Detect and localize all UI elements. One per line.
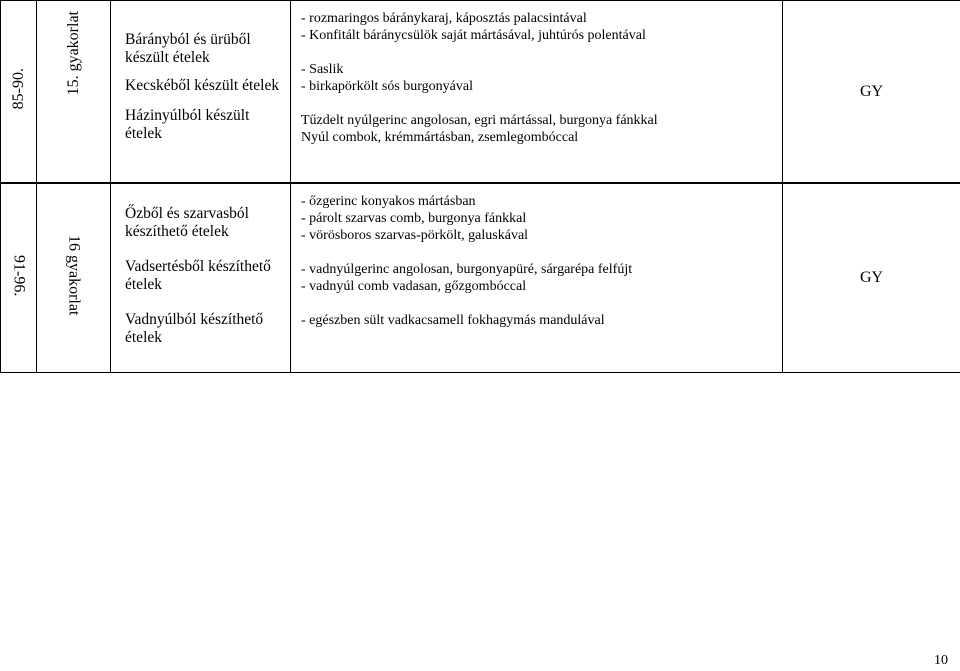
dish-item: Tűzdelt nyúlgerinc angolosan, egri mártással, burgonya fánkkal — [301, 113, 658, 128]
category-cell — [111, 1, 291, 183]
category-item: Vadnyúlból készíthető ételek — [125, 311, 264, 346]
practice-cell — [37, 1, 111, 183]
hour-range: 91-96. — [10, 254, 28, 297]
hour-range: 85-90. — [9, 68, 27, 110]
category-item: Vadsertésből készíthető ételek — [125, 258, 271, 293]
category-cell — [111, 184, 291, 373]
category-item: Házinyúlból készült ételek — [125, 107, 250, 142]
category-item: Bárányból és ürüből készült ételek — [125, 31, 251, 66]
hour-range-cell — [1, 184, 37, 373]
dish-item: - párolt szarvas comb, burgonya fánkkal — [301, 211, 527, 226]
dish-item: - őzgerinc konyakos mártásban — [301, 194, 476, 209]
dish-item: - birkapörkölt sós burgonyával — [301, 79, 473, 94]
dish-item: - egészben sült vadkacsamell fokhagymás mandulával — [301, 313, 605, 328]
practice-label: 16 gyakorlat — [65, 235, 83, 316]
mode-label: GY — [859, 269, 884, 286]
page-number: 10 — [934, 653, 948, 668]
dish-item: - vörösboros szarvas-pörkölt, galuskával — [301, 228, 529, 243]
category-item: Kecskéből készült ételek — [125, 77, 280, 94]
dish-item: Nyúl combok, krémmártásban, zsemlegombóccal — [301, 130, 579, 145]
mode-cell — [783, 184, 960, 373]
dish-item: - Konfitált báránycsülök saját mártásával, juhtúrós polentával — [301, 28, 646, 43]
dishes-cell — [291, 1, 783, 183]
schedule-table-row-16 — [0, 183, 960, 373]
table-row — [1, 1, 960, 183]
schedule-table-row-15 — [0, 0, 960, 183]
dishes-cell — [291, 184, 783, 373]
mode-label: GY — [859, 82, 884, 100]
table-row — [1, 184, 960, 373]
hour-range-cell — [1, 1, 37, 183]
practice-cell — [37, 184, 111, 373]
dish-item: - Saslik — [301, 62, 344, 77]
dish-item: - rozmaringos báránykaraj, káposztás palacsintával — [301, 11, 587, 26]
dish-item: - vadnyúl comb vadasan, gőzgombóccal — [301, 279, 527, 294]
practice-label: 15. gyakorlat — [64, 11, 82, 96]
dish-item: - vadnyúlgerinc angolosan, burgonyapüré, sárgarépa felfújt — [301, 262, 633, 277]
category-item: Őzből és szarvasból készíthető ételek — [125, 205, 249, 240]
mode-cell — [783, 1, 960, 183]
